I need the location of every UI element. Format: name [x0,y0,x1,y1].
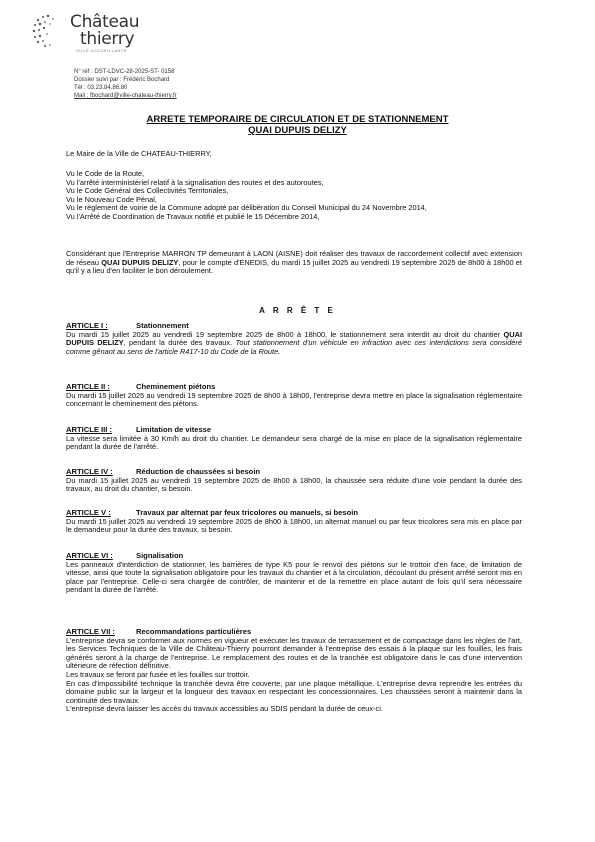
considerant-text: Considérant que l'Entreprise MARRON TP demeurant à LAON (AISNE) doit réaliser des travaux de raccordement collectif avec extension de réseau [66,249,522,267]
considerant-location: QUAI DUPUIS DELIZY [101,257,179,267]
article-location: QUAI DUPUIS DELIZY [66,329,522,348]
logo-name-line2: thierry [80,29,135,49]
article-text: Du mardi 15 juillet 2025 au vendredi 19 septembre 2025 de 8h00 à 18h00, la chaussée sera réduite d'une voie pendant la durée des travaux, au droit du chantier, si besoin. [66,475,522,494]
article-heading: Stationnement [136,321,189,330]
reference-number: N° réf : DST-LDVC-28-2025-ST- 0158 [74,69,175,75]
considerant-text-end: , pour le compte d'ENEDIS, du mardi 15 juillet 2025 au vendredi 19 septembre 2025 de 8h00 à 18h00 et qu'il y a lieu d'en faciliter le bon déroulement. [66,257,522,276]
vu-item: Vu le Code de la Route, [66,169,145,178]
email[interactable]: Mail : fbochard@ville-chateau-thierry.fr [74,93,177,99]
vu-item: Vu l'Arrêté de Coordination de Travaux notifié et publié le 15 Décembre 2014, [66,211,320,221]
intro-line: Le Maire de la Ville de CHATEAU-THIERRY, [66,149,212,158]
article-number: ARTICLE III : [66,425,112,434]
article-text-part: , pendant la durée des travaux. [123,338,236,348]
document-subtitle: QUAI DUPUIS DELIZY [248,125,347,136]
article-4 [66,468,522,494]
logo-dots-icon [30,12,68,50]
vu-list [66,170,522,222]
document-title: ARRETE TEMPORAIRE DE CIRCULATION ET DE STATIONNEMENT [146,114,449,125]
article-3 [66,426,522,452]
logo-name-line1: Château [70,12,140,32]
logo-tagline: VILLE ACCUEILLANTE [76,48,128,53]
article-heading: Recommandations particulières [136,627,252,636]
article-italic-note: Tout stationnement d'un véhicule en infraction avec ces interdictions sera considéré comme gênant au sens de l'article R417-10 du Code de la Route. [66,338,522,356]
article-number: ARTICLE IV : [66,467,113,476]
arrete-heading: A R R Ê T E [259,306,336,315]
article-number: ARTICLE VI : [66,551,113,560]
article-1 [66,322,522,356]
article-text: Du mardi 15 juillet 2025 au vendredi 19 septembre 2025 de 8h00 à 18h00, un alternat manuel ou par feux tricolores sera mis en place par le demandeur pour la durée des travaux, si besoin. [66,516,522,535]
vu-item: Vu le règlement de voirie de la Commune adopté par délibération du Conseil Municipal du 24 Novembre 2014, [66,203,427,213]
article-number: ARTICLE V : [66,508,111,517]
article-6 [66,552,522,595]
article-paragraph: L'entreprise devra se conformer aux normes en vigueur et exécuter les travaux de terrassement et de compactage dans les règles de l'art, les Services Techniques de la Ville de Château-Thierry pourront demander à l'entreprise des essais à la plaque sur les fouilles, les frais générés seront à la charge de l'entreprise. Le remplacement des routes et de la tranchée est obligatoire dans le cas d'une intervention ultérieure de réfection définitive. [66,635,522,671]
file-handler: Dossier suivi par : Frédéric Bochard [74,77,170,83]
article-number: ARTICLE VII : [66,627,115,636]
considerant-paragraph [66,250,522,276]
article-paragraph: L'entreprise devra laisser les accès du travaux accessibles au SDIS pendant la durée de ceux-ci. [66,704,383,714]
article-5 [66,509,522,535]
article-paragraph: Les travaux se feront par fusée et les fouilles sur trottoir. [66,669,250,679]
article-number: ARTICLE II : [66,382,110,391]
article-heading: Limitation de vitesse [136,425,212,434]
article-text: Du mardi 15 juillet 2025 au vendredi 19 septembre 2025 de 8h00 à 18h00, l'entreprise devra mettre en place la signalisation réglementaire concernant le cheminement des piétons. [66,390,522,409]
article-text: Les panneaux d'interdiction de stationner, les barrières de type K5 pour le renvoi des piétons sur le trottoir d'en face, de limitation de vitesse, ainsi que toute la signalisation obligatoire pour les travaux du chantier et à la circulation, découlant du présent arrêté seront mis en place par l'entreprise. Celle-ci sera chargée de contrôler, de maintenir et de la remettre en place autant de fois qu'il sera nécessaire pendant la durée de l'arrêté. [66,559,522,595]
article-text-part: Du mardi 15 juillet 2025 au vendredi 19 septembre 2025 de 8h00 à 18h00, le stationnement sera interdit au droit du chantier [66,329,504,339]
article-number: ARTICLE I : [66,321,108,330]
phone: Tél : 03.23.84.86.80 [74,85,128,91]
vu-item: Vu l'arrêté interministériel relatif à la signalisation des routes et des autoroutes, [66,177,324,187]
article-text: La vitesse sera limitée à 30 Km/h au droit du chantier. Le demandeur sera chargé de la mise en place de la signalisation réglementaire pendant la durée de l'arrêté. [66,433,522,452]
article-heading: Réduction de chaussées si besoin [136,467,261,476]
article-7 [66,628,522,714]
article-paragraph: En cas d'impossibilité technique la tranchée devra être couverte, par une plaque métallique. L'entreprise devra reprendre les entrées du domaine public sur la largeur et la longueur des travaux en respectant les concessionnaires. Les chaussées seront à maintenir dans la continuité des travaux. [66,678,522,705]
article-text [66,331,522,357]
article-2 [66,383,522,409]
vu-item: Vu le Nouveau Code Pénal, [66,194,157,204]
article-heading: Travaux par alternat par feux tricolores ou manuels, si besoin [136,508,358,517]
vu-item: Vu le Code Général des Collectivités Territoriales, [66,186,229,196]
reference-block [74,68,177,100]
article-heading: Signalisation [136,551,184,560]
city-logo [30,10,150,54]
article-heading: Cheminement piétons [136,382,216,391]
